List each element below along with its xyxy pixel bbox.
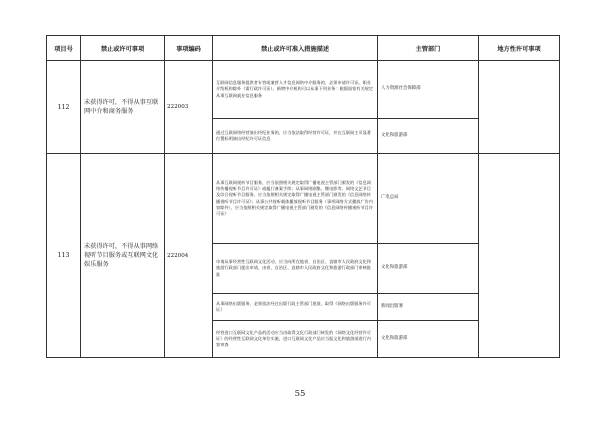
header-code: 事项编码 xyxy=(165,36,213,61)
measure-text: 从事网络出版服务，必须依法经过出版行政主管部门批准，取得《网络出版服务许可证》 xyxy=(213,294,378,321)
item-description: 未获得许可，不得从事互联网中介和商务服务 xyxy=(81,61,165,154)
header-row xyxy=(47,36,560,61)
item-description: 未获得许可，不得从事网络视听节目服务或互联网文化娱乐服务 xyxy=(81,154,165,358)
header-local-permit: 地方性许可事项 xyxy=(479,36,560,61)
item-code: 222003 xyxy=(165,61,213,154)
measure-text: 申请从事经营性互联网文化活动，应当向所在地省、自治区、直辖市人民政府文化和旅游行政部门提出申请，由省、自治区、直辖市人民政府文化和旅游行政部门审核批准 xyxy=(213,244,378,294)
table-row xyxy=(47,61,560,119)
measure-text: 通过互联网络经营演出经纪业务的，应当依法取得经营许可证，并在互联网主页显著位置标明演出经纪许可证信息 xyxy=(213,119,378,154)
measure-text: 从事互联网视听节目服务，应当依照相关规定取得广播电视主管部门颁发的《信息网络传播视听节目许可证》或履行备案手续；从事网络剧集、微电影等、网络文艺节目及综合视听节目服务，应当依照相关规定取得广播电视主管部门颁发的《信息网络传播视听节目许可证》；从事公共视听载体播放视听节目服务（事项网络方式播放广告内容除外），应当依照相关规定取得广播电视主管部门颁发的《信息网络传播视听节目许可证》 xyxy=(213,154,378,244)
department: 广电总局 xyxy=(378,154,479,244)
item-number: 112 xyxy=(47,61,81,154)
department: 人力资源社会保障部 xyxy=(378,61,479,119)
local-permit xyxy=(479,61,560,154)
page-number: 55 xyxy=(294,389,306,399)
permits-table xyxy=(46,35,560,358)
item-code: 222004 xyxy=(165,154,213,358)
header-department: 主管部门 xyxy=(378,36,479,61)
department: 文化和旅游部 xyxy=(378,119,479,154)
department: 新闻出版署 xyxy=(378,294,479,321)
department: 文化和旅游部 xyxy=(378,244,479,294)
measure-text: 经营进口互联网文化产品的活动应当由取得文化行政部门核发的《网络文化经营许可证》的经营性互联网文化单位实施，进口互联网文化产品应当报文化和旅游部进行内容审查 xyxy=(213,321,378,358)
header-item: 禁止或许可事项 xyxy=(81,36,165,61)
measure-text: 互联网信息服务提供者专营或兼营人才信息网络中介服务的，必须申请许可证。职业介绍机构除外（需行政许可证）。新增中介机构可以从事下列业务：根据国家有关规定从事互联网就业信息服务 xyxy=(213,61,378,119)
department: 文化和旅游部 xyxy=(378,321,479,358)
local-permit xyxy=(479,154,560,358)
table-row xyxy=(47,154,560,244)
header-measures: 禁止或许可准入措施描述 xyxy=(213,36,378,61)
item-number: 113 xyxy=(47,154,81,358)
header-item-number: 项目号 xyxy=(47,36,81,61)
